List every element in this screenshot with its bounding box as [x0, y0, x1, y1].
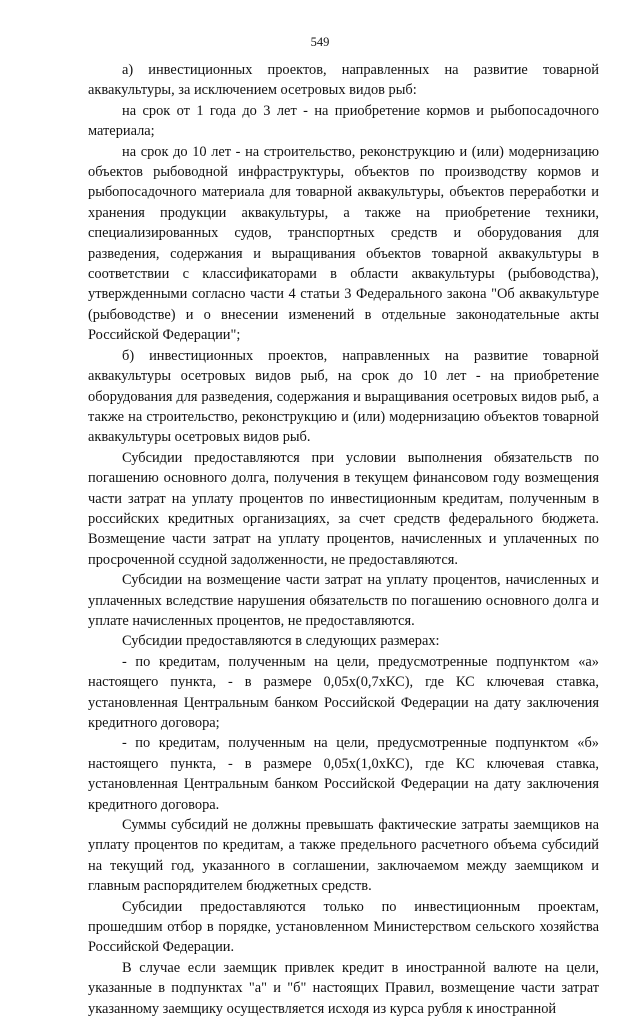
paragraph-amount-b: - по кредитам, полученным на цели, предусмотренные подпунктом «б» настоящего пункта, - в размере 0,05х(1,0хКС), где КС ключевая ставка, установленная Центральным банком Российской Федерации на дату заключения кредитного договора. [88, 735, 599, 813]
paragraph-subsidy-amounts-intro: Субсидии предоставляются в следующих размерах: [122, 633, 440, 650]
paragraph-subsidy-limits: Суммы субсидий не должны превышать фактические затраты заемщиков на уплату процентов по кредитам, а также предельного расчетного объема субсидий на текущий год, указанного в соглашении, заключаемом между заемщиком и главным распорядителем бюджетных средств. [88, 817, 599, 895]
paragraph-investment-projects-b: б) инвестиционных проектов, направленных на развитие товарной аквакультуры осетровых видов рыб, на срок до 10 лет - на приобретение оборудования для разведения, содержания и выращивания осетровых видов рыб, а также на строительство, реконструкцию и (или) модернизацию объектов товарной аквакультуры осетровых видов рыб. [88, 347, 599, 446]
paragraph-foreign-currency: В случае если заемщик привлек кредит в иностранной валюте на цели, указанные в подпунктах "а" и "б" настоящих Правил, возмещение части затрат указанному заемщику осуществляется исходя из курса рубля к иностранной [88, 959, 599, 1017]
paragraph-term-1-3-years: на срок от 1 года до 3 лет - на приобретение кормов и рыбопосадочного материала; [88, 102, 599, 140]
paragraph-subsidy-conditions: Субсидии предоставляются при условии выполнения обязательств по погашению основного долга, получения в текущем финансовом году возмещения части затрат на уплату процентов по инвестиционным кредитам, полученным в российских кредитных организациях, за счет средств федерального бюджета. Возмещение части затрат на уплату процентов, начисленных и уплаченных по просроченной ссудной задолженности, не предоставляются. [88, 449, 599, 568]
paragraph-investment-projects-a: а) инвестиционных проектов, направленных на развитие товарной аквакультуры, за исключением осетровых видов рыб: [88, 62, 599, 99]
paragraph-subsidy-exclusions: Субсидии на возмещение части затрат на уплату процентов, начисленных и уплаченных вследствие нарушения обязательств по погашению основного долга и уплате начисленных процентов, не предоставляются. [88, 572, 599, 629]
paragraph-term-10-years: на срок до 10 лет - на строительство, реконструкцию и (или) модернизацию объектов рыбоводной инфраструктуры, объектов по производству кормов и рыбопосадочного материала для товарной аквакультуры, объектов переработки и хранения продукции аквакультуры, а также на приобретение техники, специализированных судов, транспортных средств и оборудования для разведения, содержания и выращивания объектов товарной аквакультуры в соответствии с классификаторами в области аквакультуры (рыбоводства), утвержденными согласно части 4 статьи 3 Федерального закона "Об аквакультуре (рыбоводстве) и о внесении изменений в отдельные законодательные акты Российской Федерации"; [88, 143, 599, 344]
paragraph-project-selection: Субсидии предоставляются только по инвестиционным проектам, прошедшим отбор в порядке, установленном Министерством сельского хозяйства Российской Федерации. [88, 898, 599, 956]
document-body [88, 60, 599, 1019]
paragraph-amount-a: - по кредитам, полученным на цели, предусмотренные подпунктом «а» настоящего пункта, - в размере 0,05х(0,7хКС), где КС ключевая ставка, установленная Центральным банком Российской Федерации на дату заключения кредитного договора; [88, 653, 599, 731]
page-number: 549 [310, 35, 330, 49]
